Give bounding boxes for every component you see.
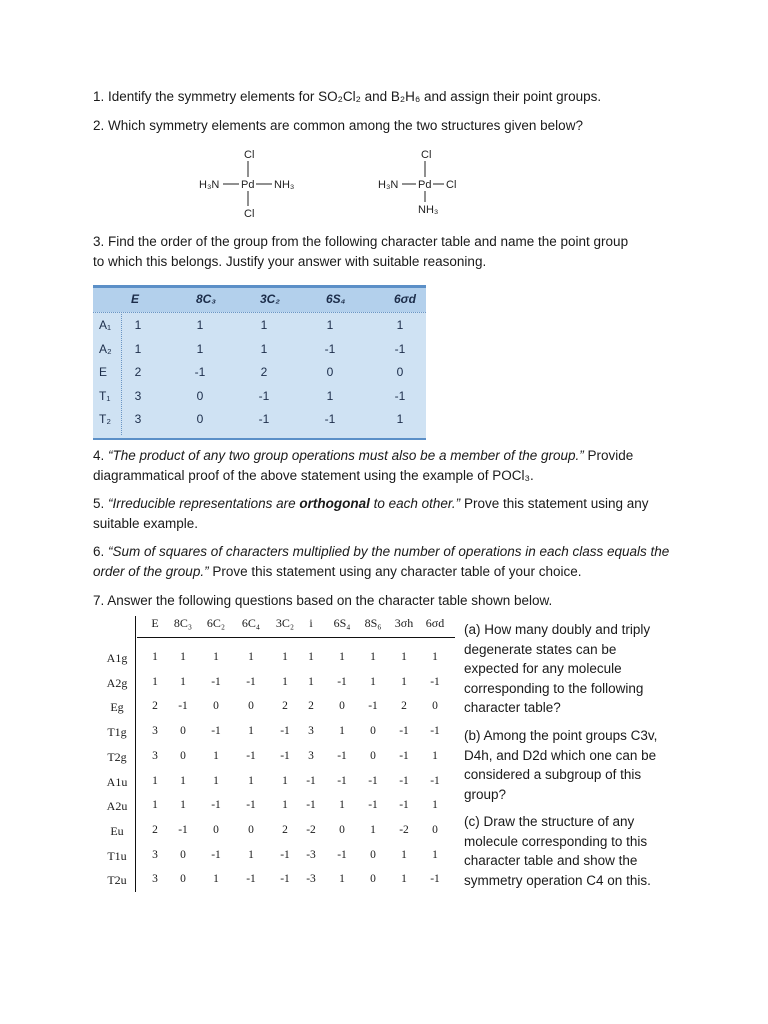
t1-cell: -1: [258, 412, 270, 426]
t2-cell: 3: [152, 848, 158, 861]
t2-cell: 3: [152, 725, 158, 738]
t2-header-9: 6σd: [425, 616, 445, 630]
t2-cell: 0: [213, 700, 219, 713]
t1-row-label: T₂: [99, 412, 111, 426]
t2-row-label: Eg: [110, 700, 124, 715]
t2-cell: 0: [248, 823, 254, 836]
t2-cell: 1: [152, 675, 158, 688]
t2-cell: 0: [213, 823, 219, 836]
mol-left-right: NH₃: [274, 179, 295, 191]
t2-cell: 2: [152, 700, 158, 713]
t2-cell: 0: [180, 749, 186, 762]
t2-row-label: Eu: [110, 823, 124, 838]
t2-cell: -1: [211, 848, 221, 861]
t2-cell: 1: [339, 725, 345, 738]
t2-cell: 0: [339, 700, 345, 713]
t2-cell: 0: [180, 873, 186, 886]
t2-cell: 1: [401, 848, 407, 861]
t2-cell: 0: [370, 848, 376, 861]
t1-cell: 1: [396, 412, 404, 426]
t2-row-label: T2g: [107, 749, 127, 764]
t2-cell: 1: [401, 651, 407, 663]
t2-cell: -1: [246, 749, 256, 762]
t2-cell: -1: [337, 848, 347, 861]
t2-cell: 1: [432, 749, 438, 762]
t1-cell: 0: [196, 388, 204, 403]
t2-cell: 1: [282, 675, 288, 688]
question-2: 2. Which symmetry elements are common among the two structures given below?: [93, 118, 583, 133]
t1-row-label: A₁: [99, 318, 112, 332]
t2-cell: -1: [399, 749, 409, 762]
t2-cell: 1: [248, 848, 254, 861]
q4-rest: Provide diagrammatical proof of the above statement using the example of POCl₃.: [93, 448, 634, 483]
t2-cell: 0: [432, 700, 438, 713]
mol-right-center: Pd: [418, 179, 432, 191]
mol-right-right: Cl: [446, 179, 457, 191]
t2-cell: -1: [211, 799, 221, 812]
t1-cell: 1: [134, 318, 142, 332]
t2-cell: 1: [248, 774, 254, 787]
t2-cell: 0: [180, 725, 186, 738]
t2-cell: -1: [368, 774, 378, 787]
t2-cell: 1: [180, 651, 186, 663]
t2-cell: -1: [430, 675, 440, 688]
t2-cell: 0: [339, 823, 345, 836]
character-table-td: [93, 285, 426, 440]
t2-cell: 1: [432, 651, 438, 663]
t2-header-6: 6S₄: [333, 616, 351, 630]
q6-quote: “Sum of squares of characters multiplied by the number of operations in each class equals the order of the group.”: [93, 544, 670, 579]
t2-cell: -1: [430, 873, 440, 886]
t2-cell: -1: [178, 700, 188, 713]
mol-left-left: H₃N: [199, 179, 220, 191]
t1-cell: -1: [394, 341, 406, 356]
t2-header-0: E: [151, 616, 159, 630]
t2-cell: -1: [280, 749, 290, 762]
t2-cell: 1: [308, 675, 314, 688]
t2-cell: 1: [180, 675, 186, 688]
t1-cell: 1: [260, 341, 268, 356]
mol-left-top: Cl: [244, 149, 255, 161]
t2-cell: 1: [213, 873, 219, 886]
t1-header-1: 8C₃: [196, 292, 217, 306]
t2-cell: -1: [280, 873, 290, 886]
t1-cell: 0: [396, 365, 404, 379]
t2-cell: 1: [213, 749, 219, 762]
t2-row-label: A2u: [106, 799, 128, 814]
t1-cell: 1: [196, 341, 204, 356]
t2-cell: 0: [180, 848, 186, 861]
t1-header-4: 6σd: [394, 292, 416, 306]
t1-cell: 1: [326, 388, 334, 403]
t1-cell: 1: [396, 318, 404, 332]
question-6: [93, 542, 693, 581]
t1-header-2: 3C₂: [260, 292, 280, 306]
t2-cell: 1: [248, 725, 254, 738]
t2-cell: 1: [401, 873, 407, 886]
t2-cell: -1: [246, 799, 256, 812]
t2-cell: -1: [399, 774, 409, 787]
t2-cell: -1: [430, 725, 440, 738]
t1-cell: 2: [260, 365, 268, 379]
q5-number: 5.: [93, 496, 109, 511]
t1-cell: -1: [324, 341, 336, 356]
t1-cell: -1: [258, 388, 270, 403]
t2-cell: -1: [368, 799, 378, 812]
t2-cell: 3: [308, 749, 314, 762]
t1-cell: 3: [134, 388, 142, 403]
t2-row-label: T1u: [107, 848, 127, 863]
t2-cell: 1: [282, 651, 288, 663]
q5-rest: Prove this statement using any suitable example.: [93, 496, 649, 531]
t2-cell: -3: [306, 873, 316, 886]
t2-cell: -1: [246, 873, 256, 886]
t1-row-label: A₂: [99, 341, 112, 356]
t2-cell: -1: [280, 725, 290, 738]
t2-cell: -1: [337, 675, 347, 688]
t2-cell: 1: [282, 799, 288, 812]
t2-cell: 3: [152, 873, 158, 886]
t2-header-7: 8S₆: [364, 616, 382, 630]
molecule-trans-pd: [195, 146, 310, 224]
t2-cell: 1: [152, 651, 158, 663]
t1-cell: 1: [326, 318, 334, 332]
q5-quote-a: “Irreducible representations are: [108, 496, 300, 511]
t2-cell: 0: [370, 749, 376, 762]
t2-cell: 1: [432, 799, 438, 812]
t2-cell: 1: [213, 774, 219, 787]
mol-right-left: H₃N: [378, 179, 399, 191]
t2-cell: 1: [339, 873, 345, 886]
t2-cell: 1: [432, 848, 438, 861]
t2-cell: 2: [152, 823, 158, 836]
t1-row-label: T₁: [99, 388, 111, 403]
t2-cell: -1: [430, 774, 440, 787]
t2-cell: 1: [339, 799, 345, 812]
t1-cell: 2: [134, 365, 142, 379]
q4-quote: “The product of any two group operations must also be a member of the group.”: [108, 448, 584, 463]
t2-cell: 2: [401, 700, 407, 713]
t1-cell: 1: [134, 341, 142, 356]
t1-cell: 1: [196, 318, 204, 332]
t1-cell: 0: [196, 412, 204, 426]
molecule-cis-pd: [374, 146, 474, 224]
t1-header-0: E: [131, 292, 140, 306]
t2-cell: 1: [213, 651, 219, 663]
t2-header-8: 3σh: [394, 616, 414, 630]
question-7a: (a) How many doubly and triply degenerate states can be expected for any molecule corresponding to the following character table?: [464, 622, 651, 715]
t2-cell: 3: [308, 725, 314, 738]
t2-cell: 2: [282, 700, 288, 713]
question-3-line-1: 3. Find the order of the group from the following character table and name the point group: [93, 234, 629, 249]
t2-cell: -1: [211, 675, 221, 688]
t2-cell: -2: [306, 823, 316, 836]
t2-cell: -1: [399, 799, 409, 812]
t2-cell: 3: [152, 749, 158, 762]
q4-number: 4.: [93, 448, 109, 463]
t2-cell: 1: [180, 799, 186, 812]
mol-right-top: Cl: [421, 149, 432, 161]
mol-left-bottom: Cl: [244, 208, 255, 220]
t2-row-label: A2g: [106, 675, 128, 690]
t2-cell: 1: [401, 675, 407, 688]
t2-cell: -1: [211, 725, 221, 738]
t2-header-5: i: [309, 616, 313, 630]
q6-number: 6.: [93, 544, 109, 559]
t2-cell: 0: [370, 873, 376, 886]
question-3: [93, 232, 693, 271]
question-3-line-2: to which this belongs. Justify your answer with suitable reasoning.: [93, 253, 487, 269]
t2-header-2: 6C₂: [206, 616, 226, 630]
t1-cell: 3: [134, 412, 142, 426]
t2-cell: 1: [282, 774, 288, 787]
t2-cell: -1: [368, 700, 378, 713]
t2-header-3: 6C₄: [241, 616, 261, 630]
t1-cell: -1: [324, 412, 336, 426]
t2-cell: 1: [152, 799, 158, 812]
t2-row-label: A1u: [106, 774, 128, 789]
t2-row-label: T1g: [107, 725, 127, 740]
t2-cell: 1: [370, 823, 376, 836]
q5-quote-b: to each other.”: [369, 496, 461, 511]
t1-cell: -1: [194, 365, 206, 379]
t2-header-1: 8C₃: [173, 616, 193, 630]
t2-cell: -1: [178, 823, 188, 836]
t2-cell: -1: [337, 774, 347, 787]
t2-row-label: T2u: [107, 873, 127, 888]
t2-header-4: 3C₂: [275, 616, 295, 630]
t2-cell: -2: [399, 823, 409, 836]
t2-cell: -1: [399, 725, 409, 738]
question-4: [93, 446, 693, 485]
t1-cell: 1: [260, 318, 268, 332]
question-1: 1. Identify the symmetry elements for SO₂Cl₂ and B₂H₆ and assign their point groups.: [93, 89, 602, 104]
t2-cell: 0: [432, 823, 438, 836]
t1-header-3: 6S₄: [326, 292, 346, 306]
t2-cell: 1: [339, 651, 345, 663]
t1-row-label: E: [99, 365, 108, 379]
t1-cell: -1: [394, 388, 406, 403]
t2-cell: 1: [248, 651, 254, 663]
t2-cell: 0: [248, 700, 254, 713]
t2-cell: 1: [308, 651, 314, 663]
question-7c: (c) Draw the structure of any molecule corresponding to this character table and show the symmetry operation C4 on this.: [464, 814, 651, 888]
q5-bold: orthogonal: [299, 496, 370, 511]
t2-cell: -3: [306, 848, 316, 861]
q6-rest: Prove this statement using any character table of your choice.: [208, 563, 582, 579]
mol-left-center: Pd: [241, 179, 255, 191]
mol-right-bottom: NH₃: [418, 204, 439, 216]
character-table-oh: [95, 612, 455, 892]
question-7: 7. Answer the following questions based on the character table shown below.: [93, 593, 553, 608]
t2-cell: 1: [152, 774, 158, 787]
question-7b: (b) Among the point groups C3v, D4h, and D2d which one can be considered a subgroup of this group?: [464, 728, 658, 802]
t2-cell: 0: [370, 725, 376, 738]
t2-cell: 1: [370, 675, 376, 688]
question-5: [93, 494, 693, 533]
t2-cell: -1: [246, 675, 256, 688]
t2-cell: -1: [306, 799, 316, 812]
t2-row-label: A1g: [106, 651, 128, 665]
t2-cell: 1: [180, 774, 186, 787]
t2-cell: -1: [280, 848, 290, 861]
t2-cell: 2: [282, 823, 288, 836]
t2-cell: -1: [337, 749, 347, 762]
t1-cell: 0: [326, 365, 334, 379]
t2-cell: 2: [308, 700, 314, 713]
t2-cell: 1: [370, 651, 376, 663]
t2-cell: -1: [306, 774, 316, 787]
